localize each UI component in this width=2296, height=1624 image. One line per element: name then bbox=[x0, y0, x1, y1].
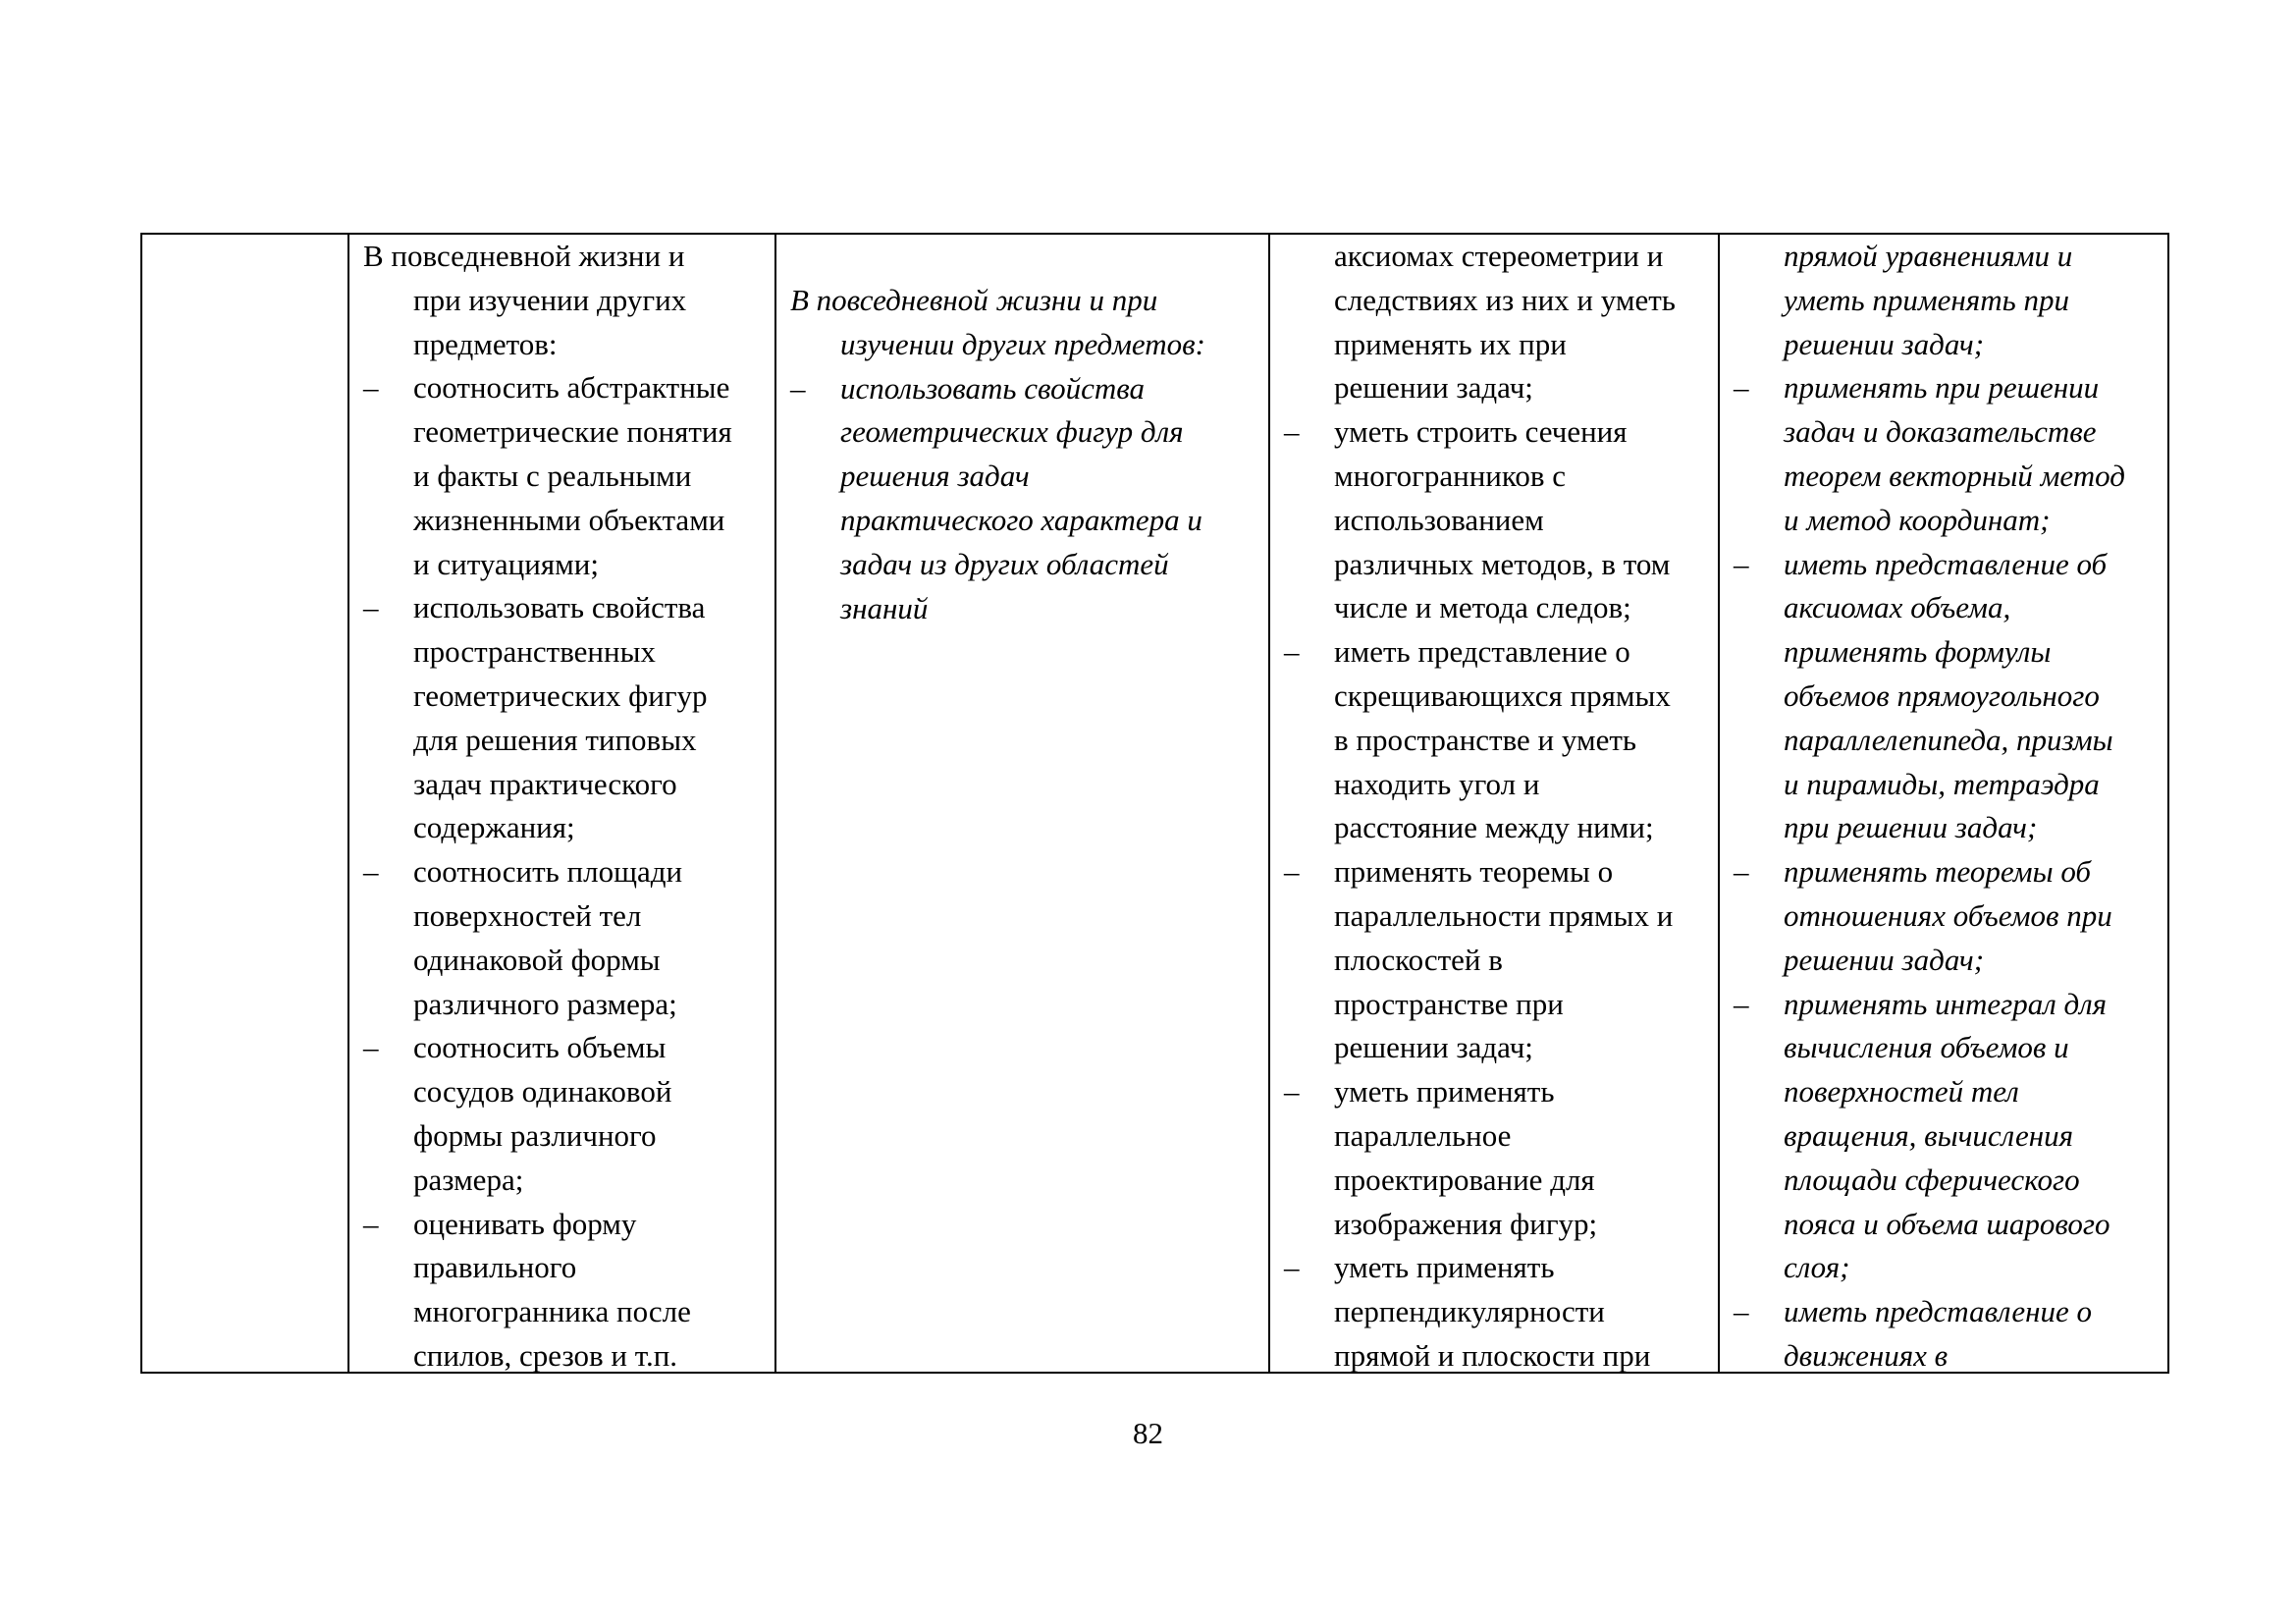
line-text: геометрических фигур bbox=[413, 677, 708, 713]
text-line bbox=[1284, 366, 1716, 410]
line-text: вращения, вычисления bbox=[1784, 1117, 2074, 1153]
text-line bbox=[1734, 1114, 2165, 1159]
line-text: различного размера; bbox=[413, 986, 677, 1021]
line-text: иметь представление об bbox=[1784, 546, 2108, 581]
line-text: геометрические понятия bbox=[413, 414, 732, 450]
line-text: объемов прямоугольного bbox=[1784, 677, 2100, 713]
table-cell-column-5 bbox=[1720, 235, 2167, 1372]
line-text: задач из других областей bbox=[840, 546, 1169, 581]
line-text: и пирамиды, тетраэдра bbox=[1784, 766, 2100, 801]
line-text: параллелепипеда, призмы bbox=[1784, 722, 2113, 757]
text-line bbox=[1284, 1159, 1716, 1203]
line-text: В повседневной жизни и при bbox=[790, 283, 1158, 317]
text-line bbox=[363, 894, 774, 939]
text-line bbox=[363, 586, 774, 630]
line-text: уметь применять bbox=[1334, 1074, 1555, 1110]
text-line bbox=[1284, 543, 1716, 587]
line-text: соотносить абстрактные bbox=[413, 370, 730, 406]
text-line bbox=[363, 630, 774, 675]
text-line bbox=[790, 543, 1266, 587]
list-dash: – bbox=[1284, 634, 1300, 670]
line-text: числе и метода следов; bbox=[1334, 590, 1631, 625]
line-text: спилов, срезов и т.п. bbox=[413, 1337, 678, 1373]
text-line bbox=[1284, 1290, 1716, 1334]
line-text: проектирование для bbox=[1334, 1162, 1595, 1197]
line-text: решении задач; bbox=[1784, 942, 1985, 977]
text-line bbox=[363, 410, 774, 455]
text-line bbox=[1284, 455, 1716, 499]
text-line bbox=[1284, 894, 1716, 939]
text-line bbox=[1734, 894, 2165, 939]
line-text: задач практического bbox=[413, 766, 677, 801]
text-line bbox=[363, 455, 774, 499]
text-line bbox=[1734, 1290, 2165, 1334]
line-text: формы различного bbox=[413, 1117, 657, 1153]
line-text: вычисления объемов и bbox=[1784, 1030, 2069, 1065]
line-text: поверхностей тел bbox=[413, 897, 642, 933]
list-dash: – bbox=[1734, 854, 1749, 890]
line-text: движениях в bbox=[1784, 1337, 1949, 1373]
text-line bbox=[1734, 410, 2165, 455]
list-dash: – bbox=[363, 854, 379, 890]
text-line bbox=[363, 1114, 774, 1159]
cell-text bbox=[1734, 235, 2165, 1379]
list-dash: – bbox=[1734, 986, 1749, 1021]
line-text: применять их при bbox=[1334, 326, 1567, 361]
line-text: соотносить объемы bbox=[413, 1030, 667, 1065]
text-line bbox=[1734, 763, 2165, 807]
list-dash: – bbox=[1734, 370, 1749, 406]
line-text: правильного bbox=[413, 1250, 577, 1285]
line-text: соотносить площади bbox=[413, 854, 683, 890]
text-line bbox=[1734, 1246, 2165, 1290]
text-line bbox=[363, 366, 774, 410]
line-text: оценивать форму bbox=[413, 1206, 637, 1241]
line-text: иметь представление о bbox=[1334, 634, 1630, 670]
list-dash: – bbox=[363, 1030, 379, 1065]
text-line bbox=[1734, 366, 2165, 410]
line-text: следствиях из них и уметь bbox=[1334, 282, 1676, 317]
line-text: использовать свойства bbox=[840, 370, 1145, 406]
text-line bbox=[363, 675, 774, 719]
text-line bbox=[1734, 1203, 2165, 1247]
list-dash: – bbox=[1284, 1250, 1300, 1285]
line-text: размера; bbox=[413, 1162, 524, 1197]
text-line bbox=[790, 455, 1266, 499]
text-line bbox=[1284, 630, 1716, 675]
line-text: пояса и объема шарового bbox=[1784, 1206, 2110, 1241]
cell-text bbox=[1284, 235, 1716, 1379]
text-line bbox=[1734, 235, 2165, 279]
list-dash: – bbox=[1734, 1294, 1749, 1329]
line-text: и факты с реальными bbox=[413, 458, 692, 493]
text-line bbox=[363, 1203, 774, 1247]
text-line bbox=[1284, 499, 1716, 543]
line-text: сосудов одинаковой bbox=[413, 1074, 672, 1110]
line-text: поверхностей тел bbox=[1784, 1074, 2019, 1110]
text-line bbox=[1284, 719, 1716, 763]
line-text: уметь применять bbox=[1334, 1250, 1555, 1285]
text-line bbox=[1284, 410, 1716, 455]
text-line bbox=[790, 410, 1266, 455]
line-text: прямой уравнениями и bbox=[1784, 239, 2073, 273]
line-text: решении задач; bbox=[1784, 326, 1985, 361]
text-line bbox=[363, 1246, 774, 1290]
line-text: изучении других предметов: bbox=[840, 326, 1205, 361]
line-text: применять при решении bbox=[1784, 370, 2100, 406]
line-text: и ситуациями; bbox=[413, 546, 599, 581]
line-text: содержания; bbox=[413, 810, 575, 845]
line-text: изображения фигур; bbox=[1334, 1206, 1598, 1241]
text-line bbox=[790, 587, 1266, 631]
text-line bbox=[1284, 806, 1716, 850]
line-text: различных методов, в том bbox=[1334, 546, 1671, 581]
list-dash: – bbox=[1284, 1074, 1300, 1110]
text-line bbox=[1284, 1114, 1716, 1159]
line-text: отношениях объемов при bbox=[1784, 897, 2112, 933]
line-text: для решения типовых bbox=[413, 722, 697, 757]
line-text: многогранников с bbox=[1334, 458, 1567, 493]
text-line bbox=[1734, 1334, 2165, 1379]
text-line bbox=[1284, 279, 1716, 323]
text-line bbox=[363, 323, 774, 367]
text-line bbox=[363, 499, 774, 543]
text-line bbox=[1734, 1070, 2165, 1114]
text-line bbox=[363, 763, 774, 807]
text-line bbox=[1734, 719, 2165, 763]
line-text: в пространстве и уметь bbox=[1334, 722, 1637, 757]
line-text: и метод координат; bbox=[1784, 502, 2051, 537]
line-text: использовать свойства bbox=[413, 590, 706, 625]
cell-text bbox=[363, 235, 774, 1379]
text-line bbox=[1734, 1159, 2165, 1203]
line-text: использованием bbox=[1334, 502, 1544, 537]
line-text: решении задач; bbox=[1334, 1030, 1533, 1065]
text-line bbox=[1284, 675, 1716, 719]
text-line bbox=[1734, 806, 2165, 850]
text-line bbox=[1284, 850, 1716, 894]
text-line bbox=[1284, 1070, 1716, 1114]
text-line bbox=[1734, 983, 2165, 1027]
line-text: многогранника после bbox=[413, 1294, 691, 1329]
text-line bbox=[363, 719, 774, 763]
list-dash: – bbox=[363, 1206, 379, 1241]
text-line bbox=[1734, 499, 2165, 543]
text-line bbox=[1734, 939, 2165, 983]
table-cell-column-3 bbox=[776, 235, 1270, 1372]
text-line bbox=[1284, 983, 1716, 1027]
line-text: перпендикулярности bbox=[1334, 1294, 1605, 1329]
line-text: пространстве при bbox=[1334, 986, 1564, 1021]
line-text: применять теоремы об bbox=[1784, 854, 2092, 890]
text-line bbox=[1734, 630, 2165, 675]
text-line bbox=[363, 1070, 774, 1114]
text-line bbox=[363, 1159, 774, 1203]
line-text: жизненными объектами bbox=[413, 502, 725, 537]
line-text: знаний bbox=[840, 590, 929, 625]
line-text: применять теоремы о bbox=[1334, 854, 1614, 890]
text-line bbox=[1284, 1203, 1716, 1247]
text-line bbox=[1284, 1246, 1716, 1290]
line-text: прямой и плоскости при bbox=[1334, 1337, 1651, 1373]
text-line bbox=[1284, 763, 1716, 807]
line-text: аксиомах стереометрии и bbox=[1334, 239, 1664, 273]
text-line bbox=[790, 279, 1266, 323]
line-text: параллельное bbox=[1334, 1117, 1512, 1153]
text-line bbox=[1734, 543, 2165, 587]
text-line bbox=[363, 850, 774, 894]
line-text: параллельности прямых и bbox=[1334, 897, 1674, 933]
text-line bbox=[363, 983, 774, 1027]
text-line bbox=[1734, 1026, 2165, 1070]
line-text: решении задач; bbox=[1334, 370, 1533, 406]
list-dash: – bbox=[363, 590, 379, 625]
text-line bbox=[1734, 675, 2165, 719]
text-line bbox=[363, 1290, 774, 1334]
line-text: теорем векторный метод bbox=[1784, 458, 2125, 493]
line-text: практического характера и bbox=[840, 502, 1202, 537]
cell-text bbox=[790, 279, 1266, 630]
line-text: предметов: bbox=[413, 326, 558, 361]
text-line bbox=[363, 235, 774, 279]
text-line bbox=[363, 279, 774, 323]
line-text: решения задач bbox=[840, 459, 1030, 494]
text-line bbox=[1284, 939, 1716, 983]
text-line bbox=[1284, 1026, 1716, 1070]
text-line bbox=[1734, 455, 2165, 499]
line-text: уметь применять при bbox=[1784, 282, 2069, 317]
line-text: находить угол и bbox=[1334, 766, 1540, 801]
text-line bbox=[790, 323, 1266, 367]
line-text: аксиомах объема, bbox=[1784, 590, 2011, 625]
line-text: применять формулы bbox=[1784, 634, 2052, 670]
text-line bbox=[1284, 323, 1716, 367]
text-line bbox=[363, 1334, 774, 1379]
text-line bbox=[1734, 586, 2165, 630]
line-text: иметь представление о bbox=[1784, 1294, 2092, 1329]
line-text: пространственных bbox=[413, 634, 656, 670]
line-text: применять интеграл для bbox=[1784, 986, 2108, 1021]
list-dash: – bbox=[1284, 414, 1300, 450]
list-dash: – bbox=[363, 370, 379, 406]
line-text: скрещивающихся прямых bbox=[1334, 677, 1671, 713]
page-number: 82 bbox=[1133, 1416, 1163, 1450]
table-cell-column-4 bbox=[1270, 235, 1720, 1372]
text-line bbox=[363, 806, 774, 850]
line-text: одинаковой формы bbox=[413, 942, 661, 977]
line-text: геометрических фигур для bbox=[840, 414, 1184, 450]
list-dash: – bbox=[790, 370, 806, 406]
line-text: уметь строить сечения bbox=[1334, 414, 1628, 450]
text-line bbox=[790, 499, 1266, 543]
line-text: плоскостей в bbox=[1334, 942, 1503, 977]
text-line bbox=[363, 543, 774, 587]
text-line bbox=[1734, 323, 2165, 367]
line-text: слоя; bbox=[1784, 1250, 1850, 1285]
line-text: задач и доказательстве bbox=[1784, 414, 2097, 450]
table-cell-column-2 bbox=[349, 235, 776, 1372]
line-text: при изучении других bbox=[413, 282, 687, 317]
text-line bbox=[363, 1026, 774, 1070]
list-dash: – bbox=[1284, 854, 1300, 890]
line-text: В повседневной жизни и bbox=[363, 239, 685, 273]
text-line bbox=[1284, 235, 1716, 279]
curriculum-table bbox=[140, 233, 2169, 1374]
text-line bbox=[1284, 1334, 1716, 1379]
text-line bbox=[363, 939, 774, 983]
text-line bbox=[1284, 586, 1716, 630]
line-text: при решении задач; bbox=[1784, 810, 2038, 845]
line-text: площади сферического bbox=[1784, 1162, 2080, 1197]
text-line bbox=[1734, 850, 2165, 894]
table-cell-column-1 bbox=[142, 235, 349, 1372]
text-line bbox=[790, 367, 1266, 411]
list-dash: – bbox=[1734, 546, 1749, 581]
line-text: расстояние между ними; bbox=[1334, 810, 1654, 845]
text-line bbox=[1734, 279, 2165, 323]
